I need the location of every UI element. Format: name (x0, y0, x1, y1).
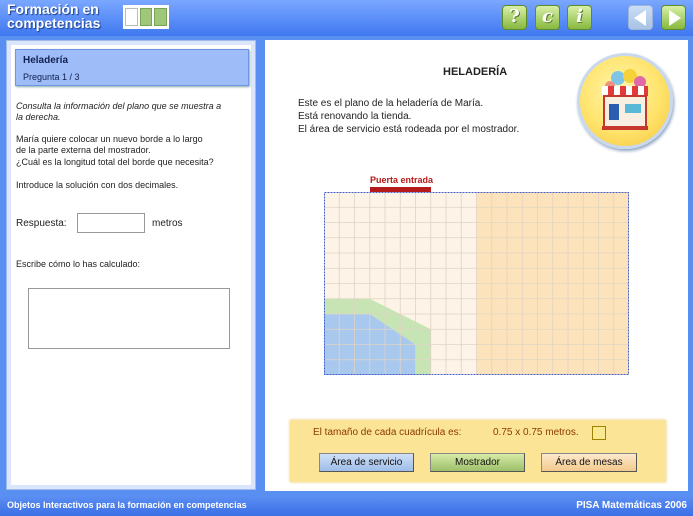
previous-button[interactable] (628, 5, 653, 30)
question-progress (123, 5, 169, 29)
answer-unit: metros (152, 218, 183, 229)
footer-right-text: PISA Matemáticas 2006 (576, 500, 687, 511)
bottom-bar (0, 496, 693, 516)
app-title-line1: Formación en (7, 1, 99, 17)
app-title-line2: competencias (7, 15, 101, 31)
entrance-label: Puerta entrada (370, 175, 434, 185)
grid-size-label: El tamaño de cada cuadrícula es: (313, 427, 462, 438)
explain-textarea[interactable] (28, 288, 230, 349)
question-panel (0, 36, 262, 496)
sheet-text-line1: Este es el plano de la heladería de María. (298, 98, 484, 109)
info-button[interactable] (567, 5, 592, 30)
ice-cream-shop-illustration (580, 56, 670, 146)
top-bar (0, 0, 693, 36)
question-text-line2: de la parte externa del mostrador. (16, 145, 151, 155)
restart-icon: c (542, 6, 553, 27)
footer-left-text: Objetos Interactivos para la formación en competencias (7, 500, 247, 510)
sheet-text-line3: El área de servicio está rodeada por el mostrador. (298, 124, 520, 135)
arrow-left-icon (634, 10, 646, 26)
question-number: Pregunta 1 / 3 (23, 72, 80, 82)
question-header (15, 49, 249, 86)
instruction-line2: la derecha. (16, 112, 61, 122)
grid-size-value: 0.75 x 0.75 metros. (493, 427, 579, 438)
answer-label: Respuesta: (16, 218, 67, 229)
progress-segment-3 (154, 8, 167, 26)
progress-segment-2 (140, 8, 153, 26)
arrow-right-icon (669, 10, 681, 26)
ice-cream-shop-icon (577, 53, 673, 149)
question-text-line1: María quiere colocar un nuevo borde a lo largo (16, 134, 203, 144)
restart-button[interactable] (535, 5, 560, 30)
explain-label: Escribe cómo lo has calculado: (16, 259, 141, 269)
area-servicio-button[interactable]: Área de servicio (319, 453, 414, 472)
hint-text: Introduce la solución con dos decimales. (16, 180, 179, 190)
question-title: Heladería (23, 55, 69, 66)
shop-floor-plan (324, 192, 630, 376)
sheet-title: HELADERÍA (443, 66, 508, 78)
plan-panel (262, 36, 693, 496)
help-button[interactable] (502, 5, 527, 30)
grid-cell-swatch (592, 426, 606, 440)
next-button[interactable] (661, 5, 686, 30)
info-icon: i (576, 6, 583, 27)
legend-box (290, 420, 666, 482)
sheet-text-line2: Está renovando la tienda. (298, 111, 412, 122)
plan-panel-content (265, 40, 688, 491)
answer-input[interactable] (77, 213, 145, 233)
area-mesas-button[interactable]: Área de mesas (541, 453, 637, 472)
app-title (7, 2, 100, 30)
instruction-line1: Consulta la información del plano que se muestra a (16, 101, 222, 111)
help-icon: ? (509, 6, 520, 27)
progress-segment-1 (125, 8, 138, 26)
question-text-line3: ¿Cuál es la longitud total del borde que necesita? (16, 157, 214, 167)
question-panel-frame (6, 40, 256, 490)
question-content (11, 45, 251, 485)
mostrador-button[interactable]: Mostrador (430, 453, 525, 472)
